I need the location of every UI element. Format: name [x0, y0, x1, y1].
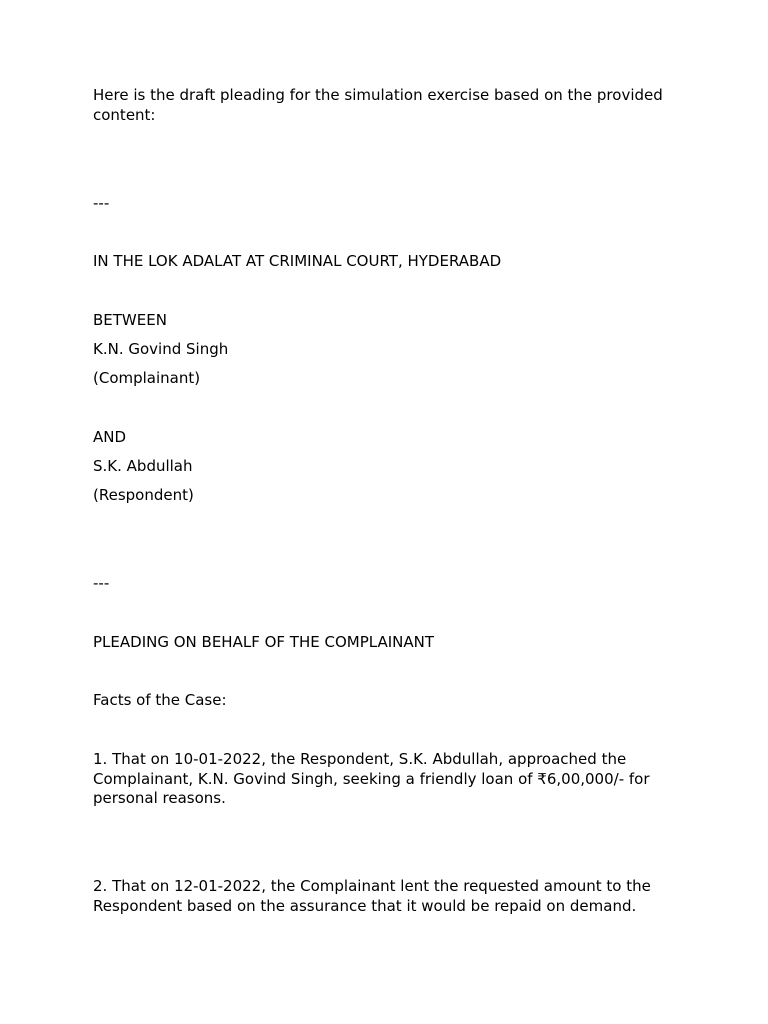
fact-paragraph-2: 2. That on 12-01-2022, the Complainant lent the requested amount to the Respondent based on the assurance that it would be repaid on demand. [93, 877, 651, 915]
respondent-role: (Respondent) [93, 486, 194, 504]
intro-text: Here is the draft pleading for the simulation exercise based on the provided content: [93, 86, 663, 124]
separator-top: --- [93, 194, 110, 212]
facts-heading: Facts of the Case: [93, 691, 227, 709]
complainant-role: (Complainant) [93, 369, 201, 387]
separator-bottom: --- [93, 574, 110, 592]
complainant-name: K.N. Govind Singh [93, 340, 229, 358]
and-label: AND [93, 428, 127, 446]
court-heading: IN THE LOK ADALAT AT CRIMINAL COURT, HYDERABAD [93, 252, 502, 270]
between-label: BETWEEN [93, 311, 167, 329]
fact-paragraph-1: 1. That on 10-01-2022, the Respondent, S.K. Abdullah, approached the Complainant, K.N. Govind Singh, seeking a friendly loan of ₹6,00,000/- for personal reasons. [93, 750, 650, 807]
respondent-name: S.K. Abdullah [93, 457, 193, 475]
pleading-title: PLEADING ON BEHALF OF THE COMPLAINANT [93, 633, 434, 651]
